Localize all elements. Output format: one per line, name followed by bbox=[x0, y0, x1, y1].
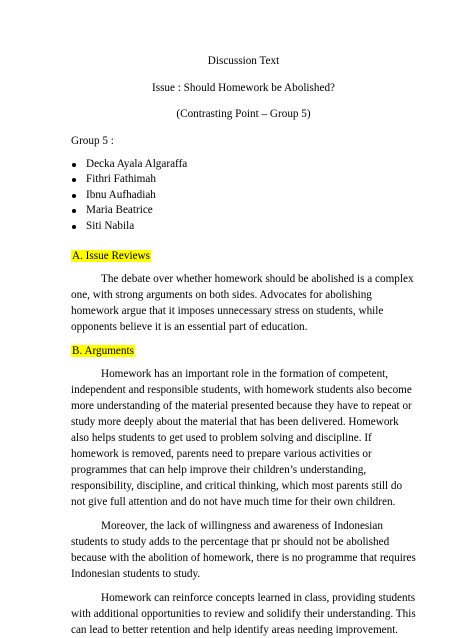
section-b-heading bbox=[71, 343, 416, 359]
issue-line: Issue : Should Homework be Abolished? bbox=[151, 82, 336, 94]
section-a-paragraph: The debate over whether homework should be abolished is a complex one, with strong arguments on both sides. Advocates for abolishing homework argue that it imposes unnecessary stress on students, while opponents believe it is an essential part of education. bbox=[71, 272, 414, 333]
bullet-icon bbox=[72, 194, 76, 198]
group-label: Group 5 : bbox=[71, 135, 114, 147]
arguments-paragraph: Homework has an important role in the formation of competent, independent and responsible students, with homework students also become more understanding of the material presented because they have to repeat or study more deeply about the material that has been delivered. Homework also helps students to get used to problem solving and discipline. If homework is removed, parents need to prepare various activities or programmes that can help improve their children’s understanding, responsibility, discipline, and critical thinking, which most parents still do not give full attention and do not have much time for their own children. bbox=[71, 367, 412, 508]
arguments-paragraph: Moreover, the lack of willingness and awareness of Indonesian students to study adds to the percentage that pr should not be abolished because with the abolition of homework, there is no programme that requires Indonesian students to study. bbox=[71, 519, 416, 580]
document-title: Discussion Text bbox=[207, 55, 280, 67]
section-a-heading bbox=[71, 248, 416, 264]
contrasting-point-line: (Contrasting Point – Group 5) bbox=[176, 108, 311, 120]
member-name: Decka Ayala Algaraffa bbox=[86, 158, 188, 170]
member-name: Siti Nabila bbox=[86, 219, 135, 232]
member-name: Fithri Fathimah bbox=[86, 173, 156, 186]
section-b-heading-text: B. Arguments bbox=[72, 344, 134, 357]
list-item bbox=[71, 188, 416, 203]
list-item bbox=[71, 157, 416, 172]
bullet-icon bbox=[72, 163, 76, 167]
list-item bbox=[71, 172, 416, 187]
bullet-icon bbox=[72, 225, 76, 229]
member-list bbox=[71, 157, 416, 234]
member-name: Ibnu Aufhadiah bbox=[86, 188, 156, 201]
member-name: Maria Beatrice bbox=[86, 204, 153, 217]
arguments-paragraph: Homework can reinforce concepts learned in class, providing students with additional opportunities to review and solidify their understanding. This can lead to better retention and help identify areas needing improvement. bbox=[71, 591, 416, 636]
bullet-icon bbox=[72, 178, 76, 182]
list-item bbox=[71, 219, 416, 234]
bullet-icon bbox=[72, 209, 76, 213]
section-a-heading-text: A. Issue Reviews bbox=[72, 249, 150, 262]
list-item bbox=[71, 203, 416, 218]
